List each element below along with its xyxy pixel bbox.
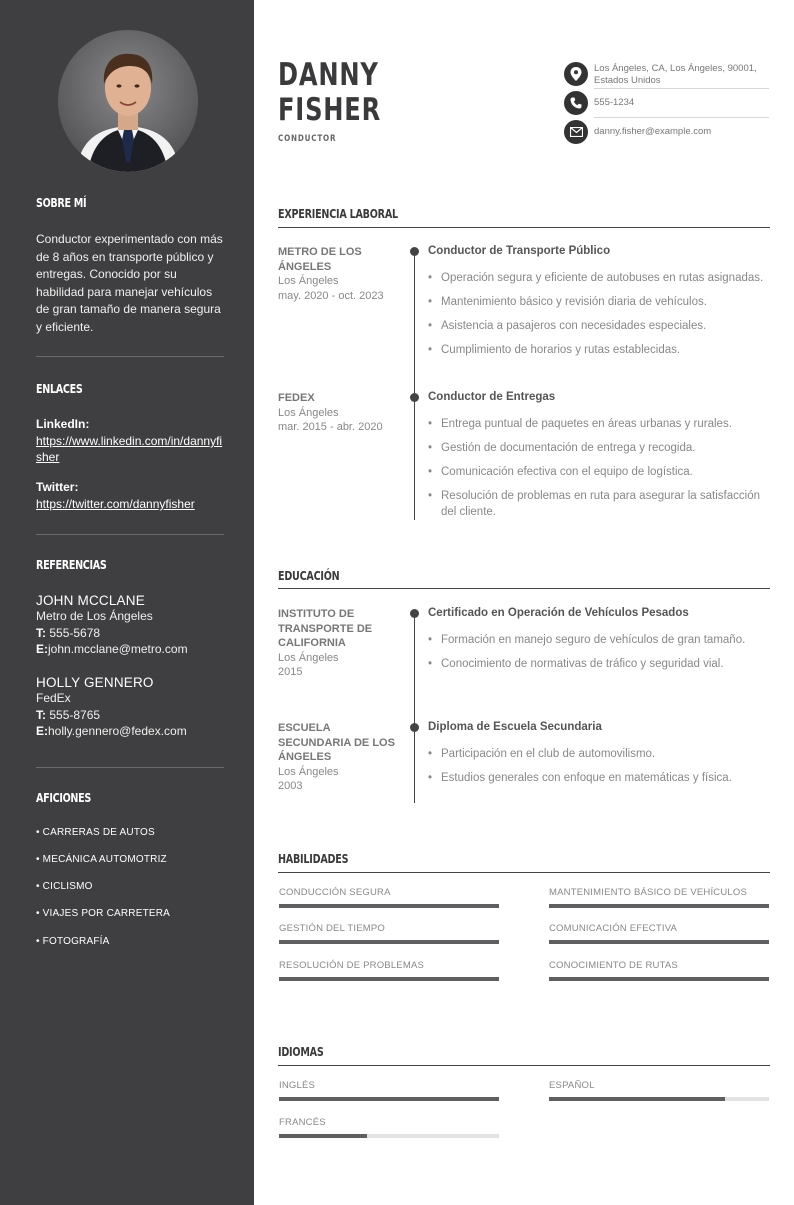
duties-list — [428, 270, 770, 366]
references-heading: REFERENCIAS — [36, 558, 107, 572]
divider — [278, 588, 770, 589]
sidebar — [0, 0, 254, 1205]
skill-bar — [549, 904, 769, 908]
skill-bar-fill — [549, 904, 769, 908]
reference-name: HOLLY GENNERO — [36, 675, 154, 690]
location: Los Ángeles — [278, 275, 339, 287]
list-item: • Resolución de problemas en ruta para asegurar la satisfacción del cliente. — [428, 488, 770, 520]
reference-company: FedEx — [36, 691, 71, 705]
link-linkedin — [36, 417, 224, 465]
language-bar-fill — [279, 1097, 499, 1101]
language-label: FRANCÉS — [279, 1117, 326, 1128]
location-pin-icon — [564, 62, 588, 86]
candidate-name: DANNY FISHER — [278, 57, 381, 128]
phone-text: 555-1234 — [594, 97, 635, 108]
timeline-dot — [410, 393, 419, 402]
skill-item — [279, 923, 499, 934]
skill-bar-fill — [549, 977, 769, 981]
skill-bar — [279, 977, 499, 981]
divider — [36, 767, 224, 768]
location: Los Ángeles — [278, 765, 339, 778]
skill-bar — [549, 940, 769, 944]
phone-icon — [564, 91, 588, 115]
email-text: danny.fisher@example.com — [594, 126, 712, 137]
school-name: INSTITUTO DE TRANSPORTE DE CALIFORNIA — [278, 608, 373, 649]
divider — [594, 88, 769, 89]
hobby-item: • VIAJES POR CARRETERA — [36, 908, 171, 919]
dates: may. 2020 - oct. 2023 — [278, 289, 384, 302]
hobby-item: • MECÁNICA AUTOMOTRIZ — [36, 854, 167, 865]
email-icon — [564, 120, 588, 144]
language-bar — [279, 1097, 499, 1101]
skill-bar-fill — [279, 940, 499, 944]
education-meta — [278, 607, 396, 680]
divider — [278, 1065, 770, 1066]
skill-item — [279, 887, 499, 898]
link-label: Twitter: — [36, 480, 79, 494]
hobby-item: • CARRERAS DE AUTOS — [36, 827, 155, 838]
list-item: • Gestión de documentación de entrega y recogida. — [428, 440, 770, 456]
reference-item — [36, 593, 224, 658]
reference-phone: T: 555-5678 — [36, 625, 101, 640]
job-title: CONDUCTOR — [278, 134, 337, 144]
linkedin-link[interactable]: https://www.linkedin.com/in/dannyfisher — [36, 434, 223, 464]
hobbies-section — [36, 791, 224, 805]
list-item: • Conocimiento de normativas de tráfico y seguridad vial. — [428, 656, 770, 672]
position-title: Conductor de Transporte Público — [428, 245, 611, 257]
link-label: LinkedIn: — [36, 417, 90, 431]
list-item: • Mantenimiento básico y revisión diaria de vehículos. — [428, 294, 770, 310]
list-item: • Comunicación efectiva con el equipo de logística. — [428, 464, 770, 480]
degree-title: Certificado en Operación de Vehículos Pesados — [428, 607, 689, 619]
skill-bar — [549, 977, 769, 981]
links-heading: ENLACES — [36, 382, 83, 396]
timeline-line — [414, 252, 415, 520]
duties-list — [428, 416, 770, 528]
language-bar — [279, 1134, 499, 1138]
location: Los Ángeles — [278, 406, 339, 419]
skill-label: CONOCIMIENTO DE RUTAS — [549, 960, 678, 971]
education-meta — [278, 721, 396, 794]
dates: mar. 2015 - abr. 2020 — [278, 421, 383, 433]
skill-bar-fill — [279, 904, 499, 908]
about-section — [36, 196, 224, 210]
company-name: FEDEX — [278, 392, 315, 404]
skill-label: CONDUCCIÓN SEGURA — [279, 887, 391, 898]
experience-meta — [278, 245, 396, 303]
skill-label: GESTIÓN DEL TIEMPO — [279, 923, 386, 934]
reference-item — [36, 675, 224, 740]
language-bar-fill — [549, 1097, 725, 1101]
divider — [594, 117, 769, 118]
divider — [36, 534, 224, 535]
skill-item — [279, 960, 499, 971]
language-bar — [549, 1097, 769, 1101]
skill-item — [549, 960, 769, 971]
school-name: ESCUELA SECUNDARIA DE LOS ÁNGELES — [278, 722, 395, 763]
skill-item — [549, 887, 769, 898]
skill-bar-fill — [279, 977, 499, 981]
list-item: • Entrega puntual de paquetes en áreas urbanas y rurales. — [428, 416, 770, 432]
position-title: Conductor de Entregas — [428, 391, 556, 403]
divider — [36, 356, 224, 357]
languages-heading: IDIOMAS — [278, 1045, 324, 1059]
reference-name: JOHN MCCLANE — [36, 593, 145, 608]
skill-bar — [279, 904, 499, 908]
education-list — [428, 746, 770, 794]
about-text: Conductor experimentado con más de 8 años en transporte público y entregas. Conocido por su habilidad para manejar vehículos de gran tamaño de manera segura y eficiente. — [36, 232, 223, 334]
degree-title: Diploma de Escuela Secundaria — [428, 721, 602, 733]
education-list — [428, 632, 770, 680]
divider — [278, 872, 770, 873]
profile-photo — [58, 30, 198, 172]
skill-bar-fill — [549, 940, 769, 944]
list-item: • Cumplimiento de horarios y rutas establecidas. — [428, 342, 770, 358]
experience-meta — [278, 391, 396, 435]
list-item: • Formación en manejo seguro de vehículos de gran tamaño. — [428, 632, 770, 648]
company-name: METRO DE LOS ÁNGELES — [278, 246, 362, 273]
hobby-item: • CICLISMO — [36, 881, 93, 892]
reference-phone: T: 555-8765 — [36, 707, 101, 722]
language-label: INGLÉS — [279, 1080, 316, 1091]
dates: 2015 — [278, 666, 303, 678]
language-item — [549, 1080, 769, 1091]
language-bar-fill — [279, 1134, 367, 1138]
about-heading: SOBRE MÍ — [36, 196, 87, 210]
skill-item — [549, 923, 769, 934]
skill-label: RESOLUCIÓN DE PROBLEMAS — [279, 960, 425, 971]
references-section — [36, 558, 224, 572]
skill-label: MANTENIMIENTO BÁSICO DE VEHÍCULOS — [549, 887, 748, 898]
reference-email: E:holly.gennero@fedex.com — [36, 724, 187, 738]
skills-heading: HABILIDADES — [278, 852, 349, 866]
timeline-line — [414, 614, 415, 803]
address-text: Los Ángeles, CA, Los Ángeles, 90001, Estados Unidos — [594, 63, 757, 86]
hobby-item: • FOTOGRAFÍA — [36, 936, 110, 947]
links-section — [36, 382, 224, 396]
link-twitter — [36, 480, 224, 512]
twitter-link[interactable]: https://twitter.com/dannyfisher — [36, 497, 195, 511]
list-item: • Operación segura y eficiente de autobuses en rutas asignadas. — [428, 270, 770, 286]
timeline-dot — [410, 609, 419, 618]
divider — [278, 227, 770, 228]
list-item: • Asistencia a pasajeros con necesidades especiales. — [428, 318, 770, 334]
language-item — [279, 1117, 499, 1128]
list-item: • Participación en el club de automovilismo. — [428, 746, 770, 762]
timeline-dot — [410, 723, 419, 732]
skill-label: COMUNICACIÓN EFECTIVA — [549, 923, 678, 934]
timeline-dot — [410, 247, 419, 256]
experience-heading: EXPERIENCIA LABORAL — [278, 207, 398, 221]
reference-company: Metro de Los Ángeles — [36, 609, 153, 623]
location: Los Ángeles — [278, 651, 339, 664]
list-item: • Estudios generales con enfoque en matemáticas y física. — [428, 770, 770, 786]
skill-bar — [279, 940, 499, 944]
dates: 2003 — [278, 780, 303, 792]
language-item — [279, 1080, 499, 1091]
education-heading: EDUCACIÓN — [278, 569, 340, 583]
reference-email: E:john.mcclane@metro.com — [36, 642, 188, 656]
language-label: ESPAÑOL — [549, 1080, 595, 1091]
hobbies-heading: AFICIONES — [36, 791, 91, 805]
